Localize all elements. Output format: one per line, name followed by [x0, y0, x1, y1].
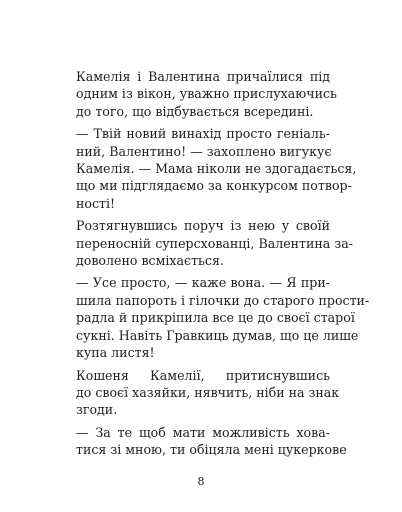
text-line: Розтягнувшись поруч із нею у своїй — [76, 218, 330, 234]
text-line: згоди. — [76, 402, 118, 418]
text-line: ний, Валентино! — захоплено вигукує — [76, 143, 332, 159]
paragraph — [76, 424, 347, 459]
paragraph — [76, 367, 340, 419]
text-line: шила папороть і гілочки до старого прости- — [76, 292, 370, 308]
text-line: Камелія і Валентина причаїлися під — [76, 69, 330, 84]
page-number: 8 — [197, 475, 205, 488]
text-line: до своєї хазяйки, нявчить, ніби на знак — [76, 384, 340, 400]
text-body — [76, 68, 370, 464]
text-line: — Усе просто, — каже вона. — Я при- — [76, 275, 330, 291]
paragraph — [76, 125, 357, 212]
text-line: Кошеня Камелії, притиснувшись — [76, 367, 330, 383]
text-line: тися зі мною, ти обіцяла мені цукеркове — [76, 442, 347, 458]
paragraph — [76, 68, 337, 120]
text-line: що ми підглядаємо за конкурсом потвор- — [76, 178, 352, 194]
text-line: одним із вікон, уважно прислухаючись — [76, 86, 337, 102]
text-line: ності! — [76, 195, 116, 211]
text-line: переносній суперсхованці, Валентина за- — [76, 235, 353, 251]
text-line: — Твій новий винахід просто геніаль- — [76, 126, 330, 142]
paragraph — [76, 274, 370, 361]
text-line: до того, що відбувається всередині. — [76, 103, 314, 119]
text-line: Камелія. — Мама ніколи не здогадається, — [76, 161, 357, 177]
text-line: сукні. Навіть Гравкиць думав, що це лише — [76, 327, 359, 343]
paragraph — [76, 217, 353, 269]
text-line: доволено всміхається. — [76, 253, 224, 269]
text-line: — За те щоб мати можливість хова- — [76, 424, 330, 440]
text-line: купа листя! — [76, 345, 155, 361]
text-line: радла й прикріпила все це до своєї старої — [76, 310, 355, 326]
